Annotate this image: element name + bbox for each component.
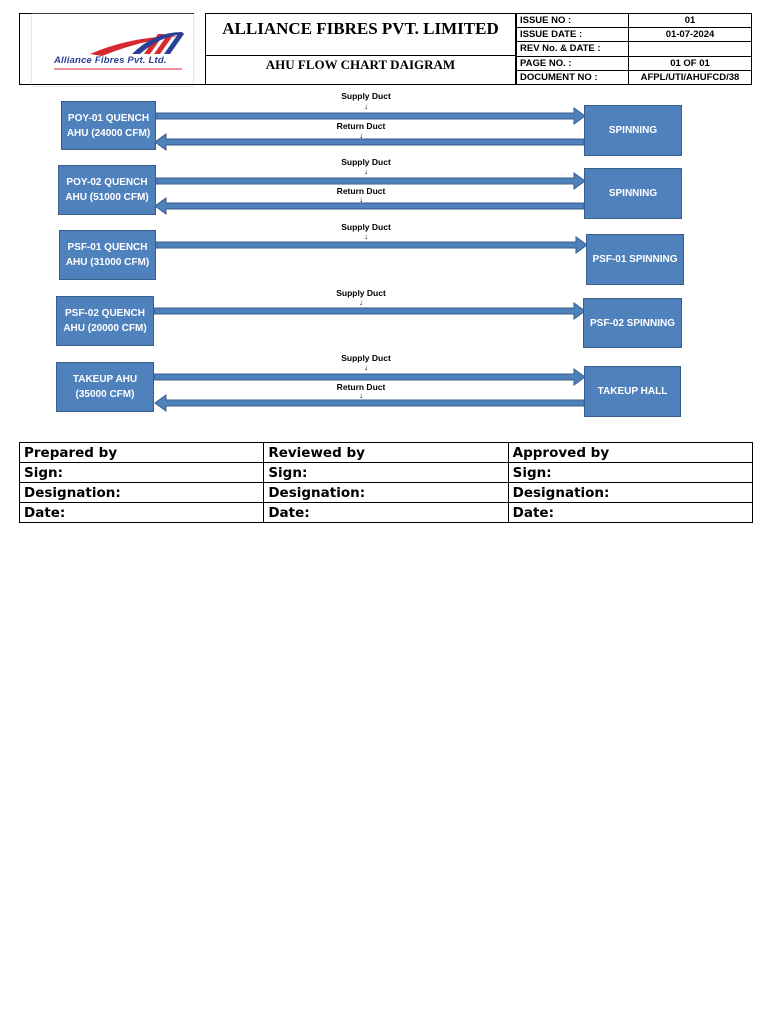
- supply-duct-label: Supply Duct: [341, 222, 391, 232]
- target-box-spinning: [584, 168, 682, 219]
- designation-field: Designation:: [508, 483, 752, 503]
- meta-key: ISSUE NO :: [517, 14, 629, 28]
- return-duct-label: Return Duct: [336, 121, 386, 131]
- ahu-name: TAKEUP AHU: [72, 374, 138, 385]
- meta-key: PAGE NO. :: [517, 56, 629, 70]
- ahu-name: PSF-01 QUENCH: [67, 242, 148, 253]
- supply-duct-label: Supply Duct: [341, 157, 391, 167]
- meta-value: 01-07-2024: [629, 28, 752, 42]
- ahu-box-psf-01: [59, 230, 156, 280]
- target-box-psf-01-spinning: [586, 234, 684, 285]
- ahu-capacity: AHU (51000 CFM): [65, 192, 149, 203]
- flow-4-ducts: [154, 303, 585, 319]
- signoff-row: [20, 463, 753, 483]
- date-field: Date:: [508, 503, 752, 523]
- meta-value: 01: [629, 14, 752, 28]
- ahu-name: POY-01 QUENCH: [67, 112, 150, 124]
- meta-value: AFPL/UTI/AHUFCD/38: [629, 70, 752, 84]
- return-duct-arrow: [155, 131, 584, 150]
- sign-field: Sign:: [264, 463, 508, 483]
- signoff-header-row: [20, 443, 753, 463]
- ahu-capacity: AHU (20000 CFM): [63, 323, 147, 334]
- target-label: PSF-02 SPINNING: [589, 317, 676, 329]
- supply-duct-label: Supply Duct: [341, 353, 391, 363]
- duct-pointer: ↓: [364, 167, 368, 176]
- meta-value: 01 OF 01: [629, 56, 752, 70]
- company-name: ALLIANCE FIBRES PVT. LIMITED: [206, 14, 515, 56]
- ahu-capacity: AHU (24000 CFM): [66, 127, 151, 139]
- target-box-takeup-hall: [584, 366, 681, 417]
- meta-key: REV No. & DATE :: [517, 42, 629, 56]
- target-label: SPINNING: [608, 188, 658, 199]
- duct-pointer: ↓: [359, 391, 363, 400]
- signoff-row: [20, 503, 753, 523]
- duct-pointer: ↓: [364, 102, 368, 111]
- date-field: Date:: [20, 503, 264, 523]
- duct-pointer: ↓: [364, 363, 368, 372]
- return-duct-label: Return Duct: [336, 382, 386, 392]
- flow-3-ducts: [156, 237, 587, 253]
- signoff-row: [20, 483, 753, 503]
- duct-pointer: ↓: [364, 232, 368, 241]
- return-duct-arrow: [155, 395, 584, 411]
- reviewed-by-header: Reviewed by: [264, 443, 508, 463]
- logo-text: Alliance Fibres Pvt. Ltd.: [54, 55, 167, 66]
- target-label: TAKEUP HALL: [597, 386, 668, 397]
- target-label: SPINNING: [608, 125, 658, 136]
- designation-field: Designation:: [20, 483, 264, 503]
- return-duct-arrow: [155, 195, 584, 214]
- meta-key: DOCUMENT NO :: [517, 70, 629, 84]
- meta-key: ISSUE DATE :: [517, 28, 629, 42]
- prepared-by-header: Prepared by: [20, 443, 264, 463]
- duct-pointer: ↓: [359, 298, 363, 307]
- supply-duct-label: Supply Duct: [341, 91, 391, 101]
- target-box-spinning: [584, 105, 682, 156]
- supply-duct-arrow: [154, 303, 585, 319]
- approved-by-header: Approved by: [508, 443, 752, 463]
- ahu-box-psf-02: [56, 296, 154, 346]
- date-field: Date:: [264, 503, 508, 523]
- ahu-box-takeup: [56, 362, 154, 412]
- target-label: PSF-01 SPINNING: [592, 254, 678, 265]
- duct-pointer: ↓: [359, 195, 363, 204]
- ahu-box-poy-01: [61, 101, 156, 150]
- ahu-name: POY-02 QUENCH: [66, 177, 148, 188]
- document-title: AHU FLOW CHART DAIGRAM: [265, 57, 456, 72]
- supply-duct-label: Supply Duct: [336, 288, 386, 298]
- duct-pointer: ↓: [359, 131, 363, 140]
- sign-field: Sign:: [508, 463, 752, 483]
- ahu-capacity: (35000 CFM): [75, 389, 135, 400]
- ahu-name: PSF-02 QUENCH: [64, 308, 145, 319]
- supply-duct-arrow: [156, 237, 587, 253]
- ahu-capacity: AHU (31000 CFM): [65, 257, 150, 268]
- return-duct-label: Return Duct: [336, 186, 386, 196]
- sign-field: Sign:: [20, 463, 264, 483]
- ahu-box-poy-02: [58, 165, 156, 215]
- target-box-psf-02-spinning: [583, 298, 682, 348]
- designation-field: Designation:: [264, 483, 508, 503]
- signoff-table: [19, 442, 753, 523]
